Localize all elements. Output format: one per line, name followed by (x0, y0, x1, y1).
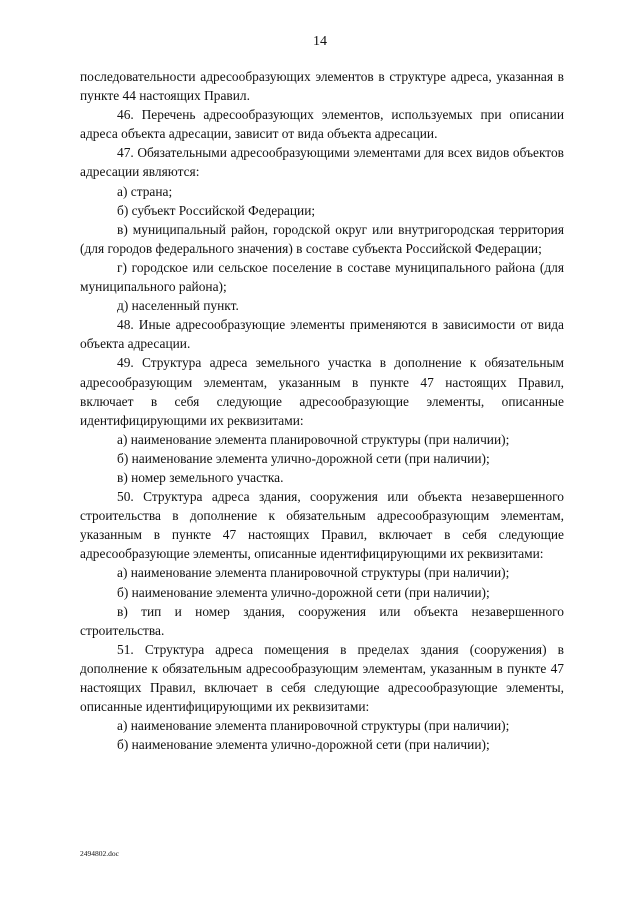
list-item-47a: а) страна; (117, 183, 173, 199)
paragraph-48: 48. Иные адресообразующие элементы применяются в зависимости от вида объекта адресации. (80, 317, 564, 352)
page-number: 14 (313, 34, 327, 49)
list-item-49b: б) наименование элемента улично-дорожной сети (при наличии); (117, 450, 490, 466)
list-item-50b: б) наименование элемента улично-дорожной сети (при наличии); (117, 584, 490, 600)
paragraph-47: 47. Обязательными адресообразующими элементами для всех видов объектов адресации являются: (80, 145, 564, 180)
document-body (80, 67, 564, 754)
list-item-47e: д) населенный пункт. (117, 298, 239, 314)
paragraph-continuation: последовательности адресообразующих элементов в структуре адреса, указанная в пункте 44 настоящих Правил. (80, 69, 564, 104)
file-name-footer: 2494802.doc (80, 849, 119, 858)
paragraph-46: 46. Перечень адресообразующих элементов, используемых при описании адреса объекта адресации, зависит от вида объекта адресации. (80, 107, 564, 142)
list-item-49c: в) номер земельного участка. (117, 469, 284, 485)
paragraph-49: 49. Структура адреса земельного участка в дополнение к обязательным адресообразующим элементам, указанным в пункте 47 настоящих Правил, включает в себя следующие адресообразующие элементы, описанные идентифицирующими их реквизитами: (80, 355, 564, 428)
paragraph-51: 51. Структура адреса помещения в пределах здания (сооружения) в дополнение к обязательным адресообразующим элементам, указанным в пункте 47 настоящих Правил, включает в себя следующие адресообразующие элементы, описанные идентифицирующими их реквизитами: (80, 641, 564, 715)
list-item-49a: а) наименование элемента планировочной структуры (при наличии); (117, 431, 510, 447)
paragraph-50: 50. Структура адреса здания, сооружения или объекта незавершенного строительства в дополнение к обязательным адресообразующим элементам, указанным в пункте 47 настоящих Правил, включает в себя следующие адресообразующие элементы, описанные идентифицирующими их реквизитами: (80, 489, 564, 562)
list-item-51a: а) наименование элемента планировочной структуры (при наличии); (117, 718, 510, 734)
list-item-50a: а) наименование элемента планировочной структуры (при наличии); (117, 565, 510, 581)
list-item-50c: в) тип и номер здания, сооружения или объекта незавершенного строительства. (80, 603, 564, 638)
list-item-47c: в) муниципальный район, городской округ или внутригородская территория (для городов федерального значения) в составе субъекта Российской Федерации; (80, 221, 564, 256)
list-item-47d: г) городское или сельское поселение в составе муниципального района (для муниципального района); (80, 259, 564, 295)
list-item-47b: б) субъект Российской Федерации; (117, 202, 316, 218)
list-item-51b: б) наименование элемента улично-дорожной сети (при наличии); (117, 737, 490, 753)
